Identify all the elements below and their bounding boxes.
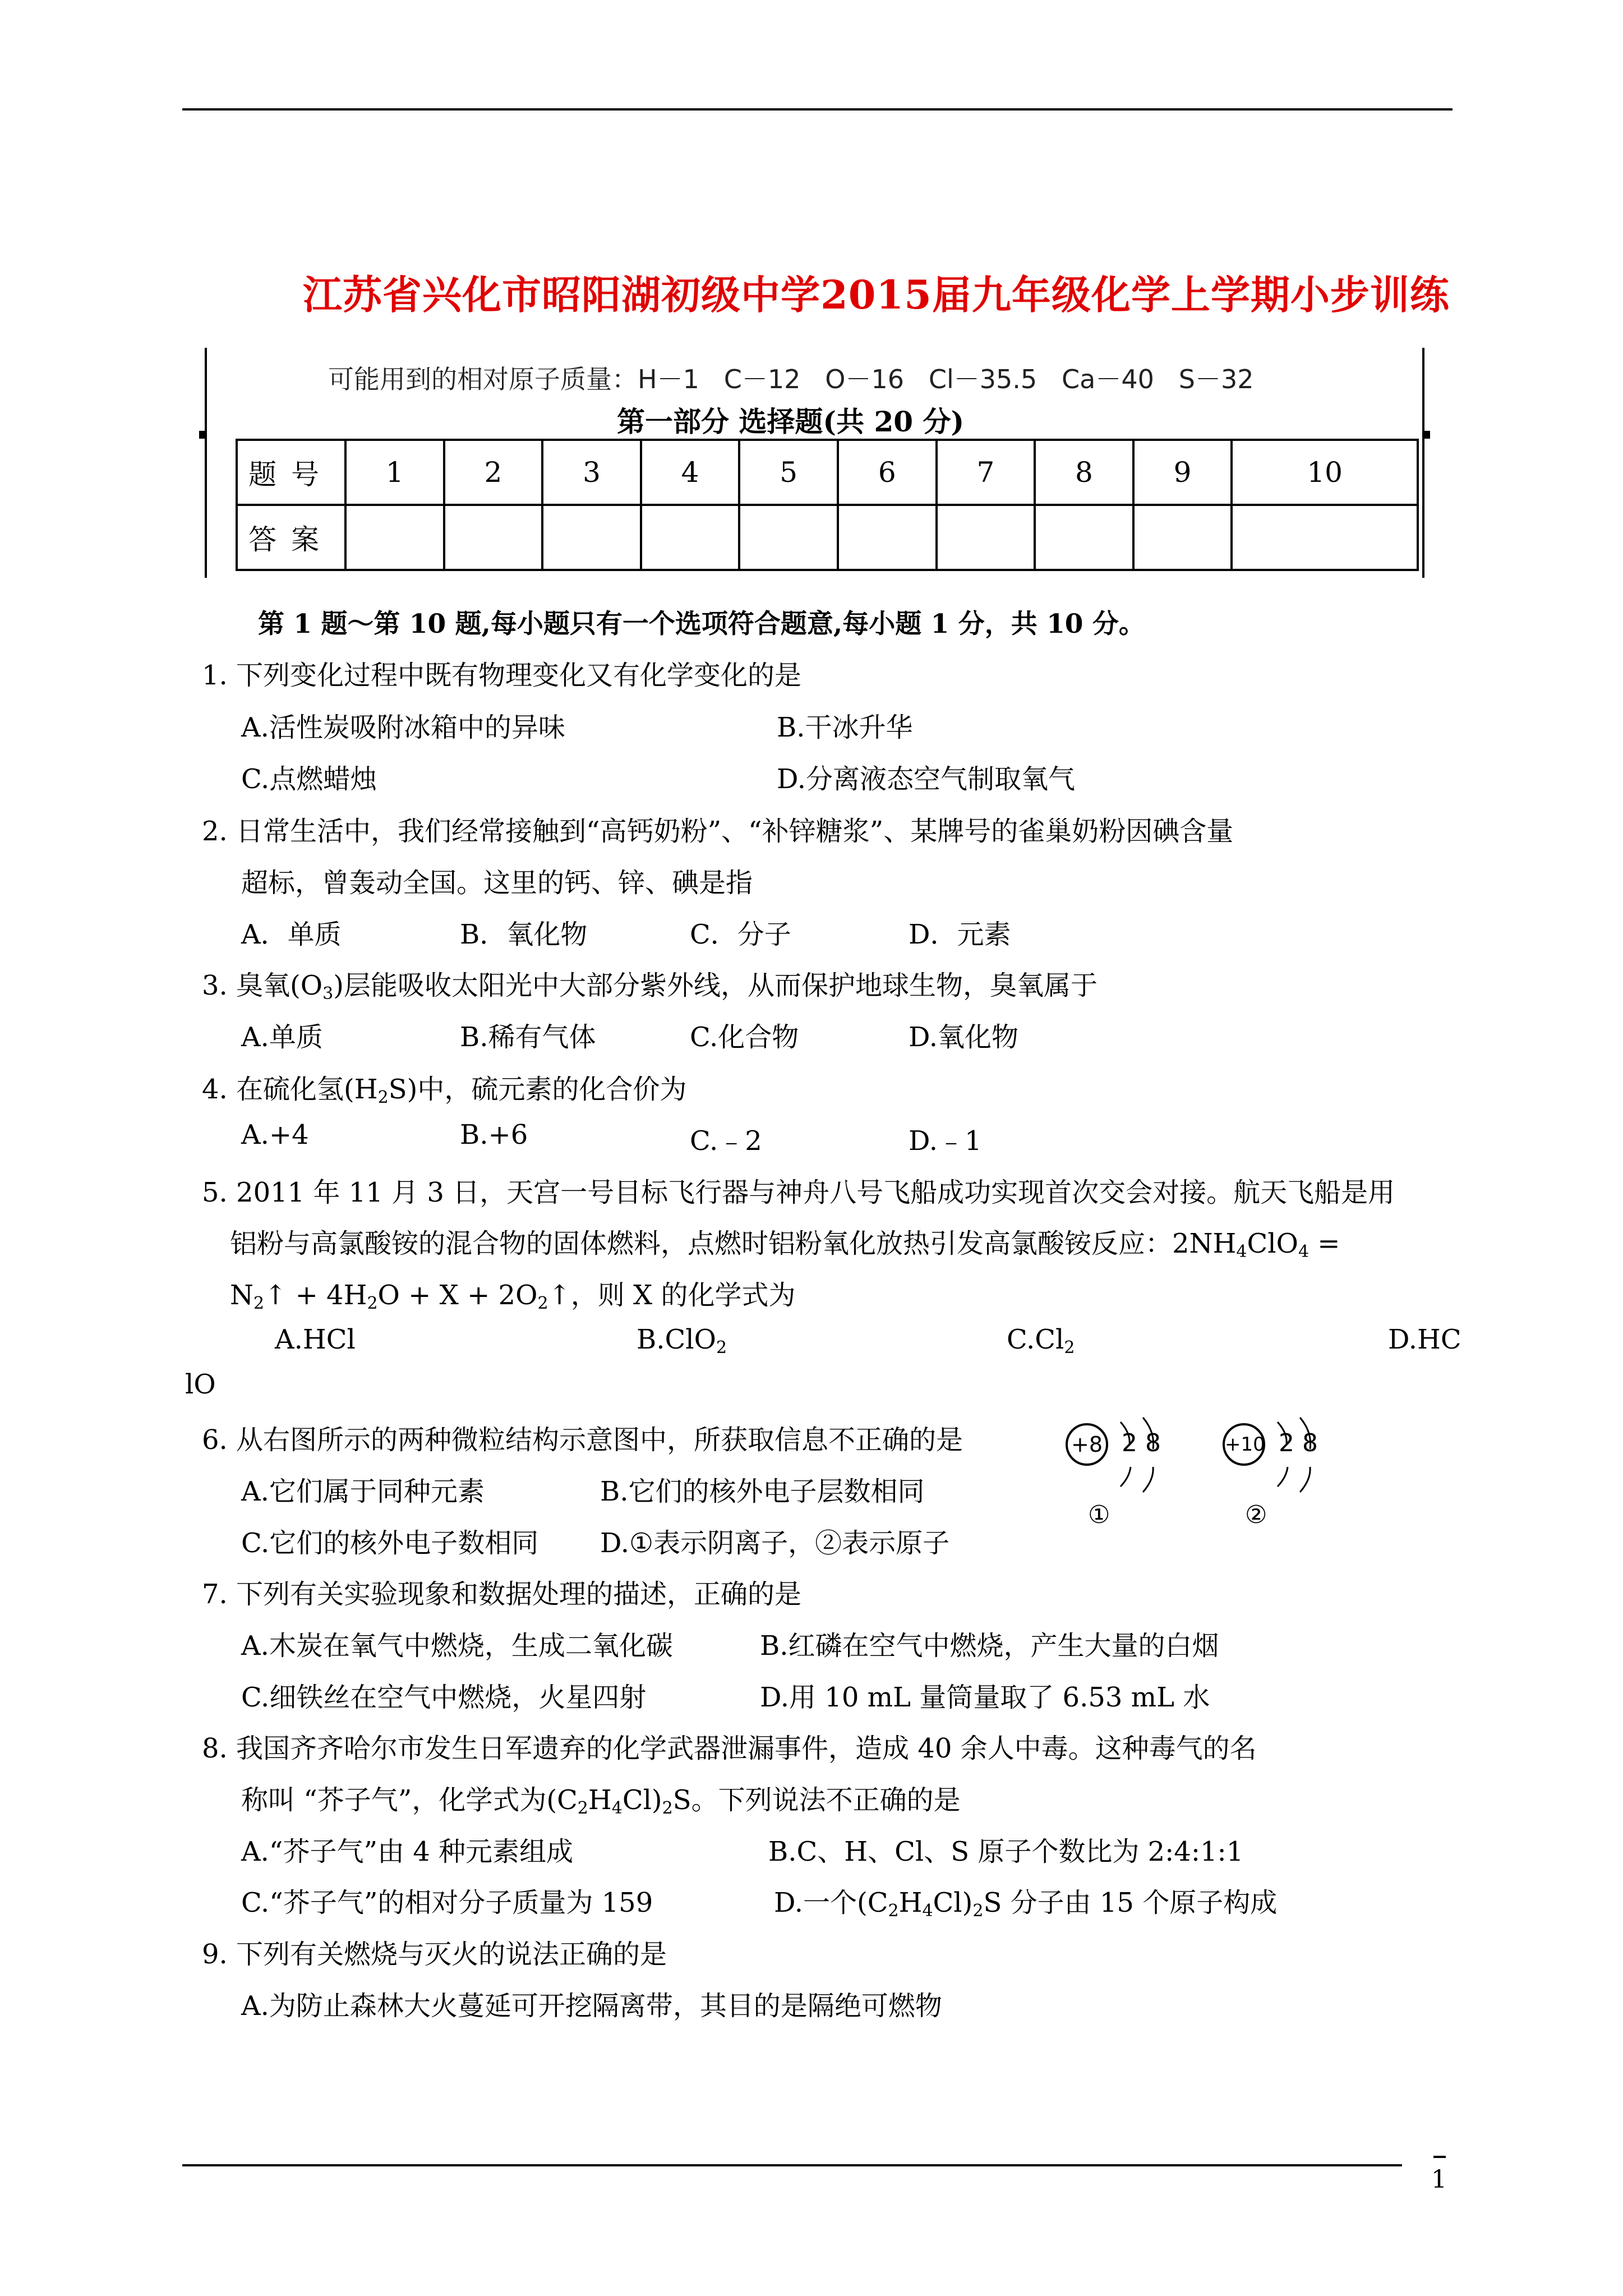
question-1-stem: 1. 下列变化过程中既有物理变化又有化学变化的是 xyxy=(202,660,802,691)
atom-label-1: ① xyxy=(1088,1501,1110,1529)
question-5-stem: 5. 2011 年 11 月 3 日，天宫一号目标飞行器与神舟八号飞船成功实现首次交会对接。航天飞船是用 xyxy=(202,1177,1395,1208)
q3-option-a: A.单质 xyxy=(241,1022,323,1053)
q7-option-d: D.用 10 mL 量筒量取了 6.53 mL 水 xyxy=(760,1682,1210,1713)
question-number-cell: 6 xyxy=(838,440,937,505)
question-6-stem: 6. 从右图所示的两种微粒结构示意图中，所获取信息不正确的是 xyxy=(202,1424,963,1456)
nucleus-2: +10 xyxy=(1223,1423,1265,1466)
answer-cell[interactable] xyxy=(937,505,1035,570)
q2-option-a: A．单质 xyxy=(241,919,342,950)
q8-option-c: C.“芥子气”的相对分子质量为 159 xyxy=(241,1887,653,1918)
shell-electrons-2: 2 8 xyxy=(1279,1429,1318,1457)
part-title: 第一部分 选择题(共 20 分) xyxy=(617,405,965,438)
q5-option-b: B.ClO$_2$ xyxy=(637,1324,727,1358)
atomic-masses: 可能用到的相对原子质量：H－1 C－12 O－16 Cl－35.5 Ca－40 S－32 xyxy=(328,364,1254,394)
q1-option-a: A.活性炭吸附冰箱中的异味 xyxy=(241,712,565,743)
answer-table xyxy=(236,439,1419,571)
question-number-cell: 7 xyxy=(937,440,1035,505)
q1-option-d: D.分离液态空气制取氧气 xyxy=(777,763,1076,795)
answer-cell[interactable] xyxy=(838,505,937,570)
q4-option-a: A.+4 xyxy=(241,1119,309,1151)
page-title: 江苏省兴化市昭阳湖初级中学2015届九年级化学上学期小步训练 xyxy=(303,272,1450,318)
atom-diagram-1 xyxy=(1066,1416,1178,1540)
q6-option-b: B.它们的核外电子层数相同 xyxy=(600,1476,925,1507)
answer-cell[interactable] xyxy=(739,505,838,570)
question-2-stem-cont: 超标，曾轰动全国。这里的钙、锌、碘是指 xyxy=(241,867,753,899)
q7-option-a: A.木炭在氧气中燃烧，生成二氧化碳 xyxy=(241,1630,673,1662)
q2-option-b: B．氧化物 xyxy=(460,919,588,950)
q2-option-c: C．分子 xyxy=(690,919,791,950)
question-8-stem-cont: 称叫 “芥子气”，化学式为$(C_2H_4Cl)_2S$。下列说法不正确的是 xyxy=(241,1784,961,1818)
atom-diagram-2 xyxy=(1223,1416,1335,1540)
table-row xyxy=(237,440,1418,505)
q3-option-b: B.稀有气体 xyxy=(460,1022,596,1053)
question-number-cell: 9 xyxy=(1133,440,1232,505)
q5-option-a: A.HCl xyxy=(275,1324,356,1355)
q3-option-d: D.氧化物 xyxy=(909,1022,1019,1053)
question-3-stem: 3. 臭氧$(O_3)$层能吸收太阳光中大部分紫外线，从而保护地球生物，臭氧属于 xyxy=(202,970,1098,1004)
bottom-rule xyxy=(182,2164,1402,2166)
q4-option-d: D.﹣1 xyxy=(909,1125,982,1157)
answer-cell[interactable] xyxy=(1133,505,1232,570)
question-number-cell: 2 xyxy=(444,440,543,505)
question-7-stem: 7. 下列有关实验现象和数据处理的描述，正确的是 xyxy=(202,1579,802,1610)
section-instruction: 第 1 题～第 10 题,每小题只有一个选项符合题意,每小题 1 分，共 10 分。 xyxy=(258,609,1145,639)
question-8-stem: 8. 我国齐齐哈尔市发生日军遗弃的化学武器泄漏事件，造成 40 余人中毒。这种毒气的名 xyxy=(202,1733,1257,1764)
q6-option-c: C.它们的核外电子数相同 xyxy=(241,1527,539,1559)
question-9-stem: 9. 下列有关燃烧与灭火的说法正确的是 xyxy=(202,1939,667,1970)
q9-option-a: A.为防止森林大火蔓延可开挖隔离带，其目的是隔绝可燃物 xyxy=(241,1990,942,2022)
q5-option-d-cont: lO xyxy=(185,1369,216,1400)
answer-cell[interactable] xyxy=(444,505,543,570)
question-2-stem: 2. 日常生活中，我们经常接触到“高钙奶粉”、“补锌糖浆”、某牌号的雀巢奶粉因碘含量 xyxy=(202,816,1234,847)
answer-cell[interactable] xyxy=(641,505,740,570)
question-number-cell: 8 xyxy=(1035,440,1133,505)
top-rule xyxy=(182,108,1453,111)
q8-option-a: A.“芥子气”由 4 种元素组成 xyxy=(241,1836,574,1867)
question-number-label: 题号 xyxy=(237,440,345,505)
q2-option-d: D．元素 xyxy=(909,919,1011,950)
q3-option-c: C.化合物 xyxy=(690,1022,799,1053)
q6-option-d: D.①表示阴离子，②表示原子 xyxy=(600,1527,950,1559)
q7-option-b: B.红磷在空气中燃烧，产生大量的白烟 xyxy=(760,1630,1219,1662)
question-number-cell: 3 xyxy=(542,440,641,505)
q1-option-c: C.点燃蜡烛 xyxy=(241,763,377,795)
q4-option-b: B.+6 xyxy=(460,1119,528,1151)
nucleus-1: +8 xyxy=(1066,1423,1108,1466)
question-5-equation: $N_2↑ + 4H_2O + X$ + $2O_2↑$，则 X 的化学式为 xyxy=(230,1280,796,1313)
question-4-stem: 4. 在硫化氢$(H_2S)$中，硫元素的化合价为 xyxy=(202,1074,687,1107)
question-number-cell: 4 xyxy=(641,440,740,505)
question-number-cell: 1 xyxy=(345,440,444,505)
question-number-cell: 5 xyxy=(739,440,838,505)
question-number-cell: 10 xyxy=(1232,440,1418,505)
q6-option-a: A.它们属于同种元素 xyxy=(241,1476,485,1507)
answer-label: 答案 xyxy=(237,505,345,570)
atom-label-2: ② xyxy=(1245,1501,1267,1529)
q5-option-c: $C.Cl_2$ xyxy=(1007,1324,1075,1358)
q4-option-c: C.﹣2 xyxy=(690,1125,762,1157)
page-number: 1 xyxy=(1431,2165,1447,2194)
answer-cell[interactable] xyxy=(1232,505,1418,570)
q1-option-b: B.干冰升华 xyxy=(777,712,913,743)
q5-option-d: D.HC xyxy=(1388,1324,1461,1355)
answer-cell[interactable] xyxy=(1035,505,1133,570)
q7-option-c: C.细铁丝在空气中燃烧，火星四射 xyxy=(241,1682,647,1713)
table-row xyxy=(237,505,1418,570)
q8-option-d: D.一个$(C_2H_4Cl)_2S$ 分子由 15 个原子构成 xyxy=(774,1887,1278,1921)
q8-option-b: B.C、H、Cl、S 原子个数比为 2:4:1:1 xyxy=(768,1836,1244,1867)
answer-cell[interactable] xyxy=(345,505,444,570)
shell-electrons-1: 2 8 xyxy=(1122,1429,1161,1457)
answer-cell[interactable] xyxy=(542,505,641,570)
question-5-stem-cont: 铝粉与高氯酸铵的混合物的固体燃料，点燃时铝粉氧化放热引发高氯酸铵反应：$2NH_4ClO_4$ = xyxy=(230,1228,1340,1262)
